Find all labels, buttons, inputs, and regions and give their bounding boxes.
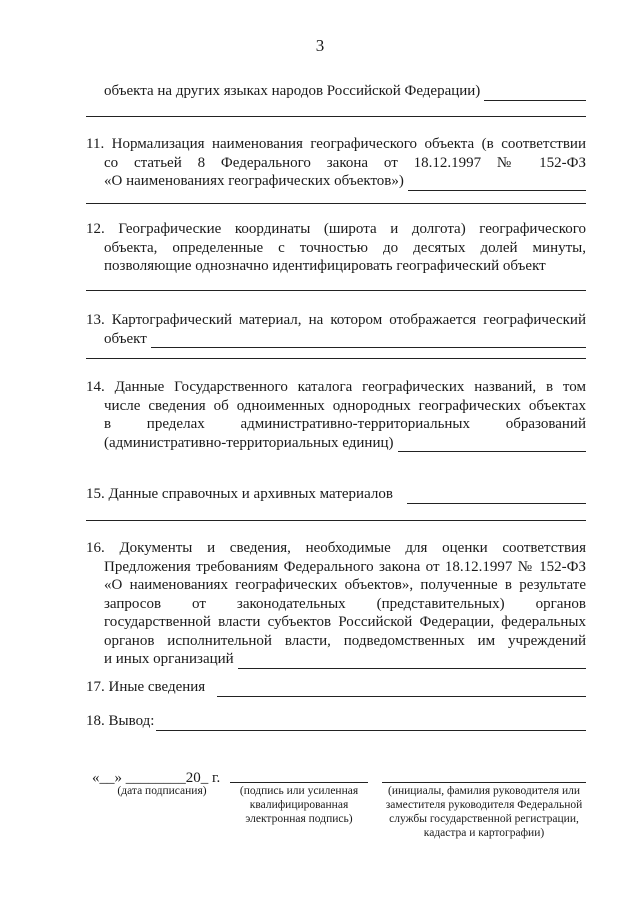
item-12: [86, 220, 586, 276]
item-12-line-2: объекта, определенные с точностью до десятых долей минуты,: [104, 239, 586, 256]
fill-field[interactable]: [398, 437, 586, 452]
item-14-line-1: 14. Данные Государственного каталога географических названий, в том: [86, 379, 586, 395]
item-16-line-6: органов исполнительной власти, подведомственных им учреждений: [104, 632, 586, 649]
fill-field[interactable]: [156, 716, 586, 731]
item-14: [86, 378, 586, 452]
name-line[interactable]: [382, 782, 586, 783]
fill-field[interactable]: [217, 682, 586, 697]
item-16-line-1: 16. Документы и сведения, необходимые для оценки соответствия: [86, 540, 586, 556]
item-16-line-4: запросов от законодательных (представительных) органов: [104, 595, 586, 612]
date-caption: (дата подписания): [117, 785, 207, 797]
item-18: [86, 712, 586, 731]
fill-field[interactable]: [238, 654, 586, 669]
intro-line: [104, 82, 586, 101]
intro-text: объекта на других языках народов Российской Федерации): [104, 83, 481, 99]
separator-line: [86, 520, 586, 521]
item-16-line-2: Предложения требованиям Федерального закона от 18.12.1997 № 152-ФЗ: [104, 558, 586, 575]
fill-field[interactable]: [151, 333, 586, 348]
item-13: [86, 311, 586, 348]
item-13-line-1: 13. Картографический материал, на котором отображается географический: [86, 312, 586, 328]
item-11: [86, 135, 586, 191]
item-15-line-1: 15. Данные справочных и архивных материалов: [86, 486, 393, 502]
item-11-line-3: «О наименованиях географических объектов»): [104, 173, 404, 189]
item-16-line-3: «О наименованиях географических объектов», полученные в результате: [104, 577, 586, 593]
item-11-line-1: 11. Нормализация наименования географического объекта (в соответствии: [86, 136, 586, 152]
separator-line: [86, 203, 586, 204]
item-18-line-1: 18. Вывод:: [86, 713, 155, 729]
fill-field[interactable]: [407, 489, 586, 504]
item-17-line-1: 17. Иные сведения: [86, 679, 206, 695]
separator-line: [86, 116, 586, 117]
fill-field[interactable]: [86, 290, 586, 291]
item-14-line-3: в пределах административно-территориальных образований: [104, 416, 586, 432]
item-15: [86, 485, 586, 504]
date-field[interactable]: «__» ________20_ г.: [92, 770, 221, 786]
separator-line: [86, 358, 586, 359]
item-14-line-4: (административно-территориальных единиц): [104, 434, 394, 451]
item-13-line-2: объект: [104, 330, 147, 347]
item-14-line-2: числе сведения об одноименных однородных географических объектах: [104, 397, 586, 414]
item-16-line-5: государственной власти субъектов Российской Федерации, федеральных: [104, 614, 586, 630]
page-number: 3: [315, 36, 325, 55]
item-12-line-3: позволяющие однозначно идентифицировать географический объект: [104, 258, 546, 274]
item-16-line-7: и иных организаций: [104, 651, 234, 667]
item-12-line-1: 12. Географические координаты (широта и долгота) географического: [86, 221, 586, 237]
signature-line[interactable]: [230, 782, 368, 783]
signature-caption: (подпись или усиленная квалифицированная электронная подпись): [239, 785, 359, 825]
fill-field[interactable]: [408, 176, 586, 191]
item-17: [86, 678, 586, 697]
item-11-line-2: со статьей 8 Федерального закона от 18.12.1997 № 152-ФЗ: [104, 154, 586, 171]
name-caption: (инициалы, фамилия руководителя или заместителя руководителя Федеральной службы государственной регистрации, кадастра и картографии): [385, 785, 583, 839]
item-16: [86, 539, 586, 669]
